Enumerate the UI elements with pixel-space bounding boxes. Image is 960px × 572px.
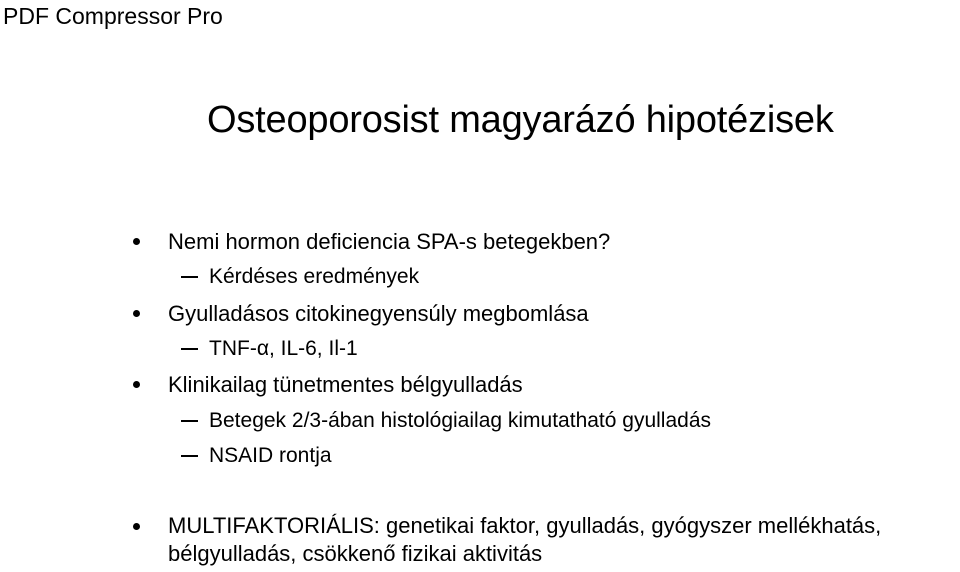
bullet-item [168,299,589,329]
sub-bullet-item [209,406,711,436]
sub-bullet-text: TNF-α, IL-6, Il-1 [209,337,358,360]
dash-icon [181,348,198,350]
sub-bullet-item [209,262,419,292]
bullet-text: Gyulladásos citokinegyensúly megbomlása [168,301,589,326]
bullet-dot-icon [133,381,140,388]
sub-bullet-text: Kérdéses eredmények [209,265,420,288]
dash-icon [181,420,198,422]
sub-bullet-text: Betegek 2/3-ában histológiailag kimutatható gyulladás [209,409,712,432]
dash-icon [181,455,198,457]
sub-bullet-text: NSAID rontja [209,444,332,467]
bullet-dot-icon [133,310,140,317]
pdf-compressor-watermark: PDF Compressor Pro [3,3,223,29]
bullet-text: Nemi hormon deficiencia SPA-s betegekben? [168,229,611,254]
sub-bullet-item [209,441,332,471]
bullet-item [168,370,523,400]
bullet-item [168,227,610,257]
bullet-dot-icon [133,523,140,530]
slide-title: Osteoporosist magyarázó hipotézisek [207,99,834,141]
bullet-text-line-1: MULTIFAKTORIÁLIS: genetikai faktor, gyulladás, gyógyszer mellékhatás, [168,513,882,538]
sub-bullet-item [209,334,358,364]
dash-icon [181,276,198,278]
bullet-dot-icon [133,238,140,245]
bullet-item [168,512,881,568]
bullet-text-line-2: bélgyulladás, csökkenő fizikai aktivitás [168,541,543,566]
bullet-text: Klinikailag tünetmentes bélgyulladás [168,372,523,397]
